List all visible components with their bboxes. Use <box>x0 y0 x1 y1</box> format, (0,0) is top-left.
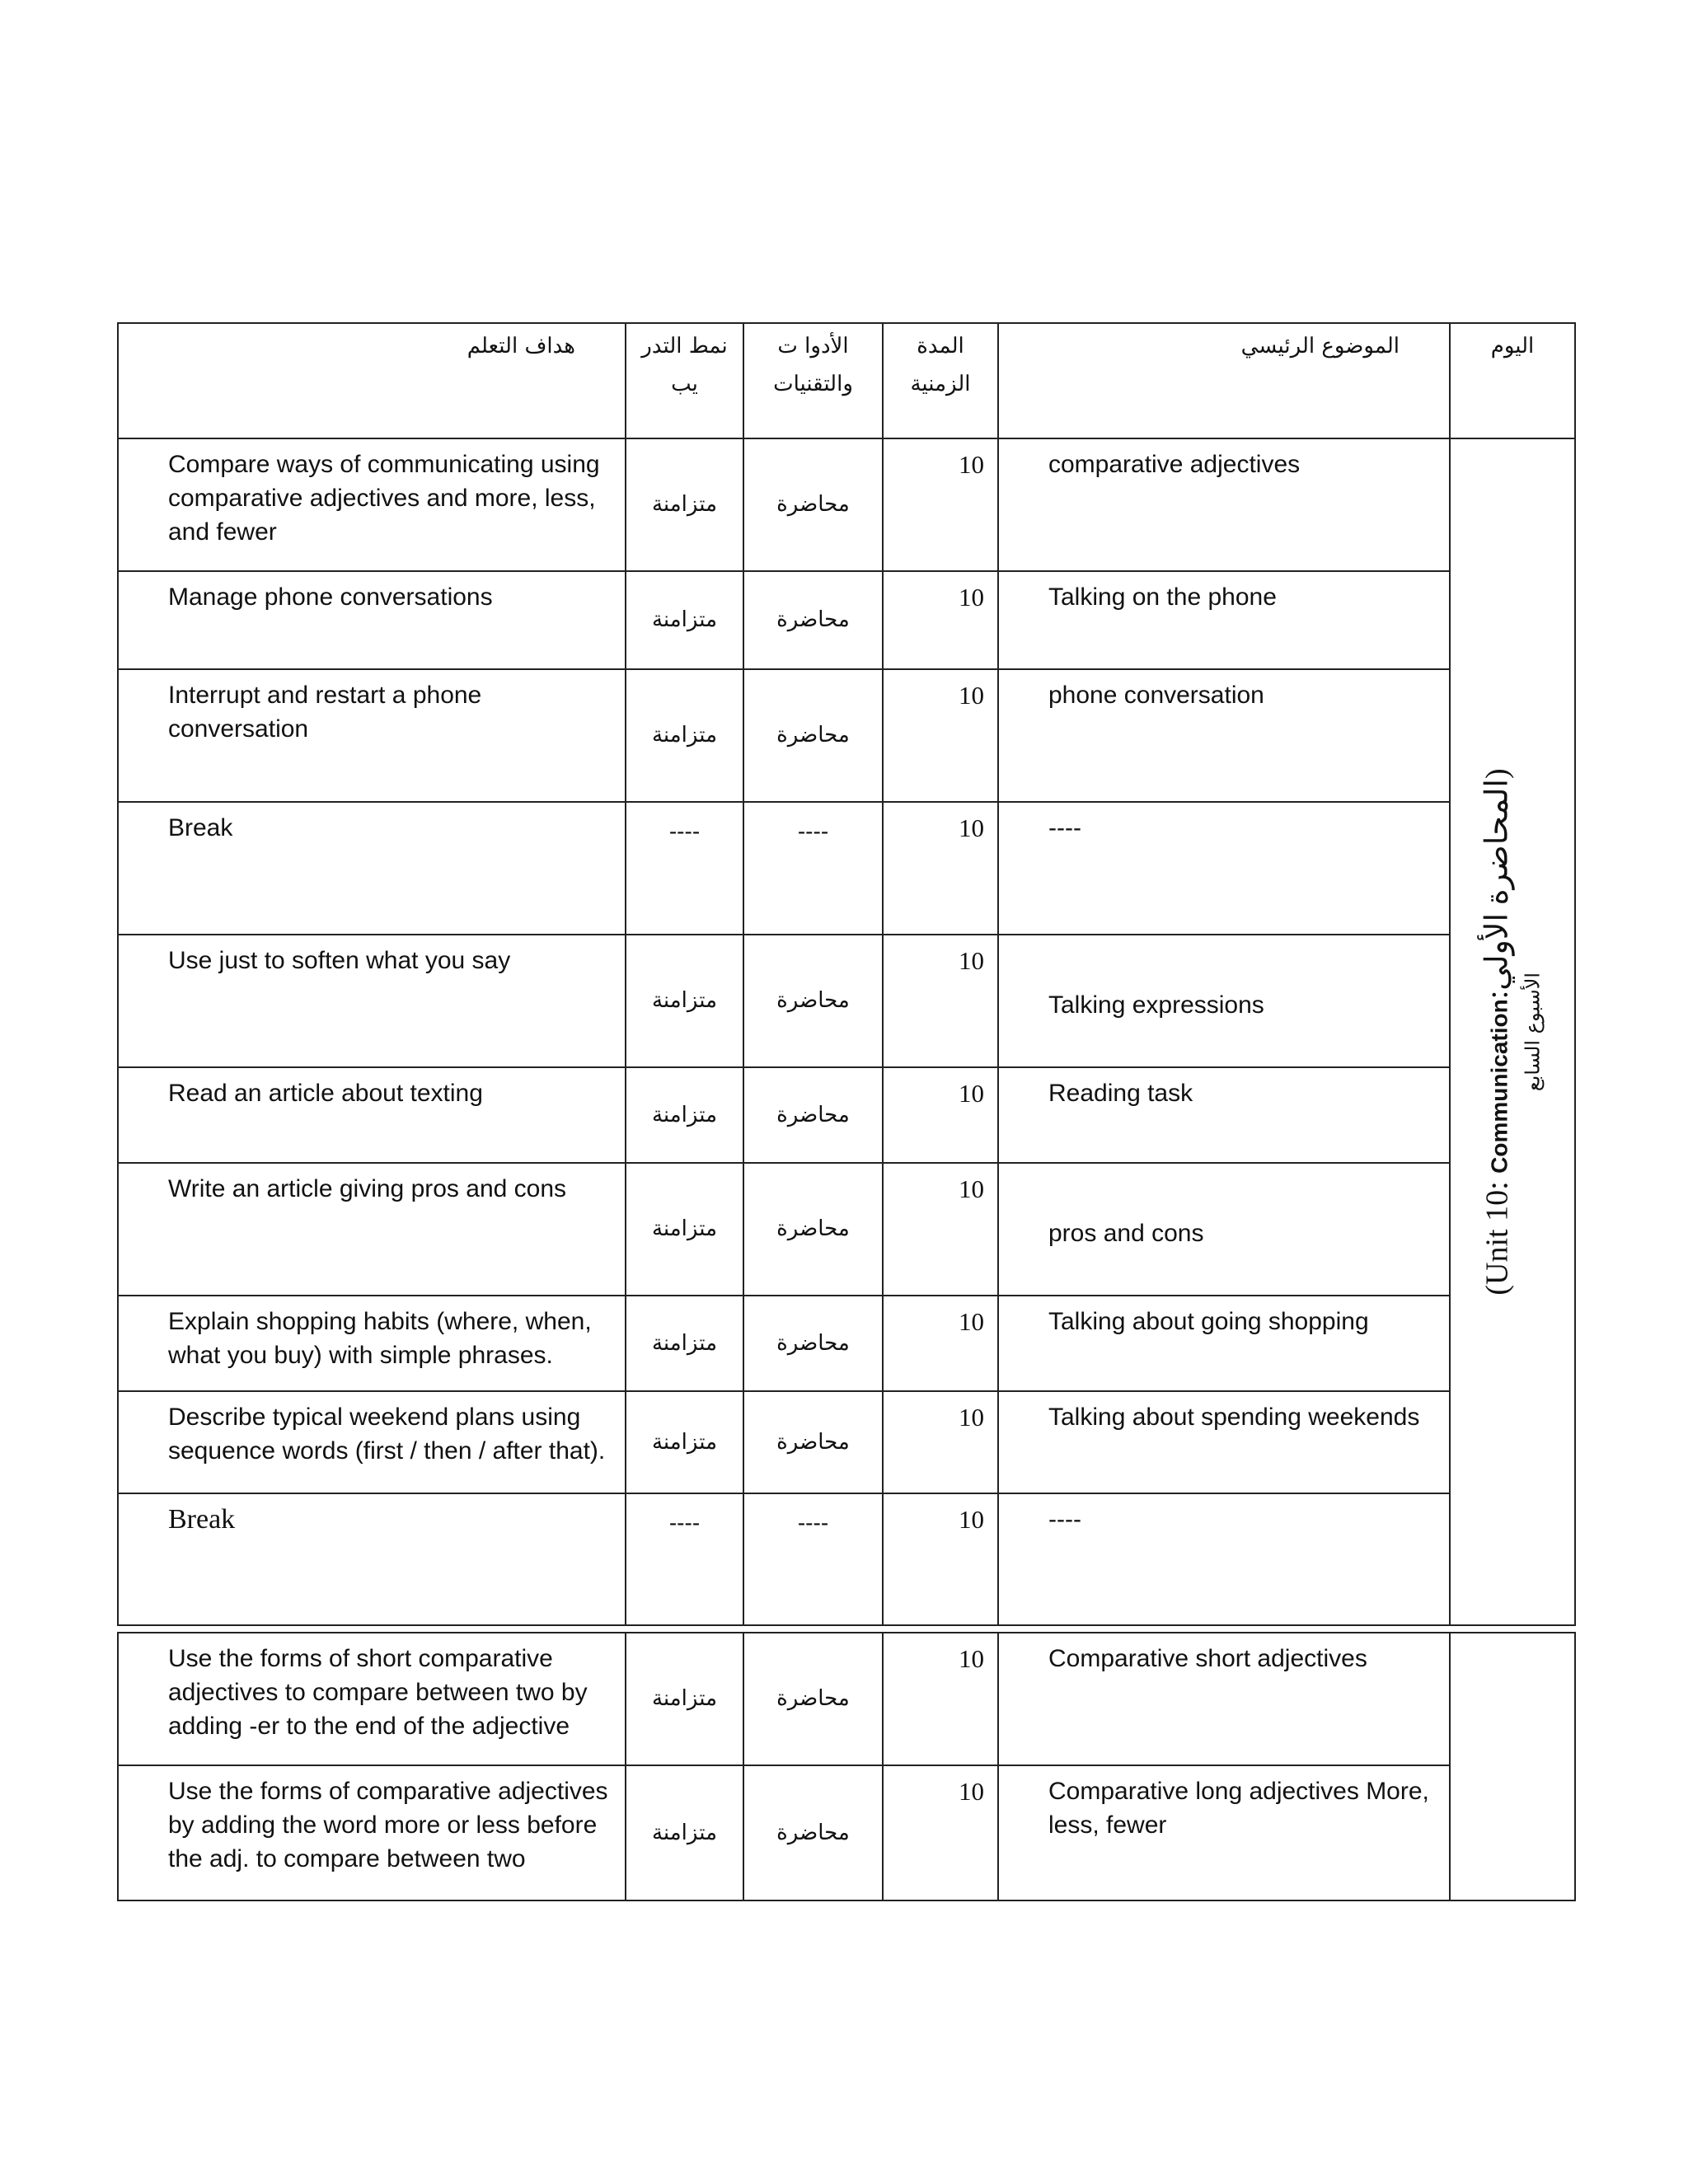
tools-cell: محاضرة <box>743 935 883 1067</box>
topic-cell: Talking about going shopping <box>998 1296 1450 1391</box>
objective-cell: Use just to soften what you say <box>118 935 626 1067</box>
duration-cell: 10 <box>883 438 998 571</box>
duration-cell: 10 <box>883 571 998 669</box>
week-label: الأسبوع السابع <box>1521 972 1545 1092</box>
objective-cell: Read an article about texting <box>118 1067 626 1163</box>
day-cell-empty <box>1450 1633 1575 1900</box>
tools-cell: محاضرة <box>743 438 883 571</box>
tools-cell: محاضرة <box>743 1163 883 1296</box>
duration-cell: 10 <box>883 1765 998 1900</box>
mode-cell: متزامنة <box>626 1633 743 1765</box>
duration-cell: 10 <box>883 935 998 1067</box>
topic-cell: pros and cons <box>998 1163 1450 1296</box>
table-row <box>118 1633 1575 1765</box>
duration-cell: 10 <box>883 1067 998 1163</box>
tools-cell: محاضرة <box>743 1391 883 1493</box>
table-row <box>118 571 1575 669</box>
objective-cell: Manage phone conversations <box>118 571 626 669</box>
tools-cell: محاضرة <box>743 669 883 802</box>
mode-cell: متزامنة <box>626 1765 743 1900</box>
tools-cell: محاضرة <box>743 1765 883 1900</box>
table-row <box>118 669 1575 802</box>
topic-cell: Comparative long adjectives More, less, fewer <box>998 1765 1450 1900</box>
table-row <box>118 1765 1575 1900</box>
mode-cell: متزامنة <box>626 1163 743 1296</box>
mode-cell: ---- <box>626 802 743 935</box>
topic-cell: Talking on the phone <box>998 571 1450 669</box>
topic-cell: ---- <box>998 802 1450 935</box>
table-row-break <box>118 1493 1575 1625</box>
mode-cell: متزامنة <box>626 1391 743 1493</box>
tools-cell: محاضرة <box>743 1296 883 1391</box>
table-row <box>118 438 1575 571</box>
header-objectives: هداف التعلم <box>118 323 626 438</box>
table-row <box>118 935 1575 1067</box>
duration-cell: 10 <box>883 1296 998 1391</box>
header-row <box>118 323 1575 438</box>
unit-name: Communication <box>1486 999 1512 1174</box>
topic-cell: Talking expressions <box>998 935 1450 1067</box>
header-day: اليوم <box>1450 323 1575 438</box>
duration-cell: 10 <box>883 802 998 935</box>
topic-cell: Comparative short adjectives <box>998 1633 1450 1765</box>
header-topic: الموضوع الرئيسي <box>998 323 1450 438</box>
duration-cell: 10 <box>883 1391 998 1493</box>
topic-cell: Reading task <box>998 1067 1450 1163</box>
objective-cell: Describe typical weekend plans using sequence words (first / then / after that). <box>118 1391 626 1493</box>
duration-cell: 10 <box>883 1163 998 1296</box>
lecture-label: :المحاضرة الأولي) <box>1479 768 1515 1000</box>
table-row <box>118 1296 1575 1391</box>
tools-cell: محاضرة <box>743 1633 883 1765</box>
mode-cell: متزامنة <box>626 438 743 571</box>
schedule-table-continued <box>117 1632 1576 1901</box>
unit-prefix: (Unit 10: <box>1479 1181 1515 1296</box>
tools-cell: محاضرة <box>743 1067 883 1163</box>
topic-cell: Talking about spending weekends <box>998 1391 1450 1493</box>
objective-cell: Use the forms of short comparative adjectives to compare between two by adding -er to the end of the adjective <box>118 1633 626 1765</box>
mode-cell: متزامنة <box>626 571 743 669</box>
duration-cell: 10 <box>883 1493 998 1625</box>
unit-title <box>1479 768 1519 1295</box>
mode-cell: متزامنة <box>626 669 743 802</box>
objective-cell: Write an article giving pros and cons <box>118 1163 626 1296</box>
header-duration: المدة الزمنية <box>883 323 998 438</box>
topic-cell: phone conversation <box>998 669 1450 802</box>
table-row-break <box>118 802 1575 935</box>
objective-cell: Use the forms of comparative adjectives by adding the word more or less before the adj. to compare between two <box>118 1765 626 1900</box>
header-mode: نمط التدر يب <box>626 323 743 438</box>
table-row <box>118 1067 1575 1163</box>
table-row <box>118 1163 1575 1296</box>
objective-cell: Interrupt and restart a phone conversation <box>118 669 626 802</box>
objective-cell: Compare ways of communicating using comparative adjectives and more, less, and fewer <box>118 438 626 571</box>
duration-cell: 10 <box>883 669 998 802</box>
topic-cell: comparative adjectives <box>998 438 1450 571</box>
tools-cell: محاضرة <box>743 571 883 669</box>
objective-cell: Break <box>118 802 626 935</box>
mode-cell: متزامنة <box>626 1296 743 1391</box>
objective-cell: Break <box>118 1493 626 1625</box>
mode-cell: متزامنة <box>626 935 743 1067</box>
table-row <box>118 1391 1575 1493</box>
day-cell <box>1450 438 1575 1625</box>
header-tools: الأدوا ت والتقنيات <box>743 323 883 438</box>
day-label <box>1479 768 1547 1295</box>
mode-cell: ---- <box>626 1493 743 1625</box>
tools-cell: ---- <box>743 1493 883 1625</box>
tools-cell: ---- <box>743 802 883 935</box>
topic-cell: ---- <box>998 1493 1450 1625</box>
schedule-table <box>117 322 1576 1626</box>
objective-cell: Explain shopping habits (where, when, what you buy) with simple phrases. <box>118 1296 626 1391</box>
duration-cell: 10 <box>883 1633 998 1765</box>
mode-cell: متزامنة <box>626 1067 743 1163</box>
